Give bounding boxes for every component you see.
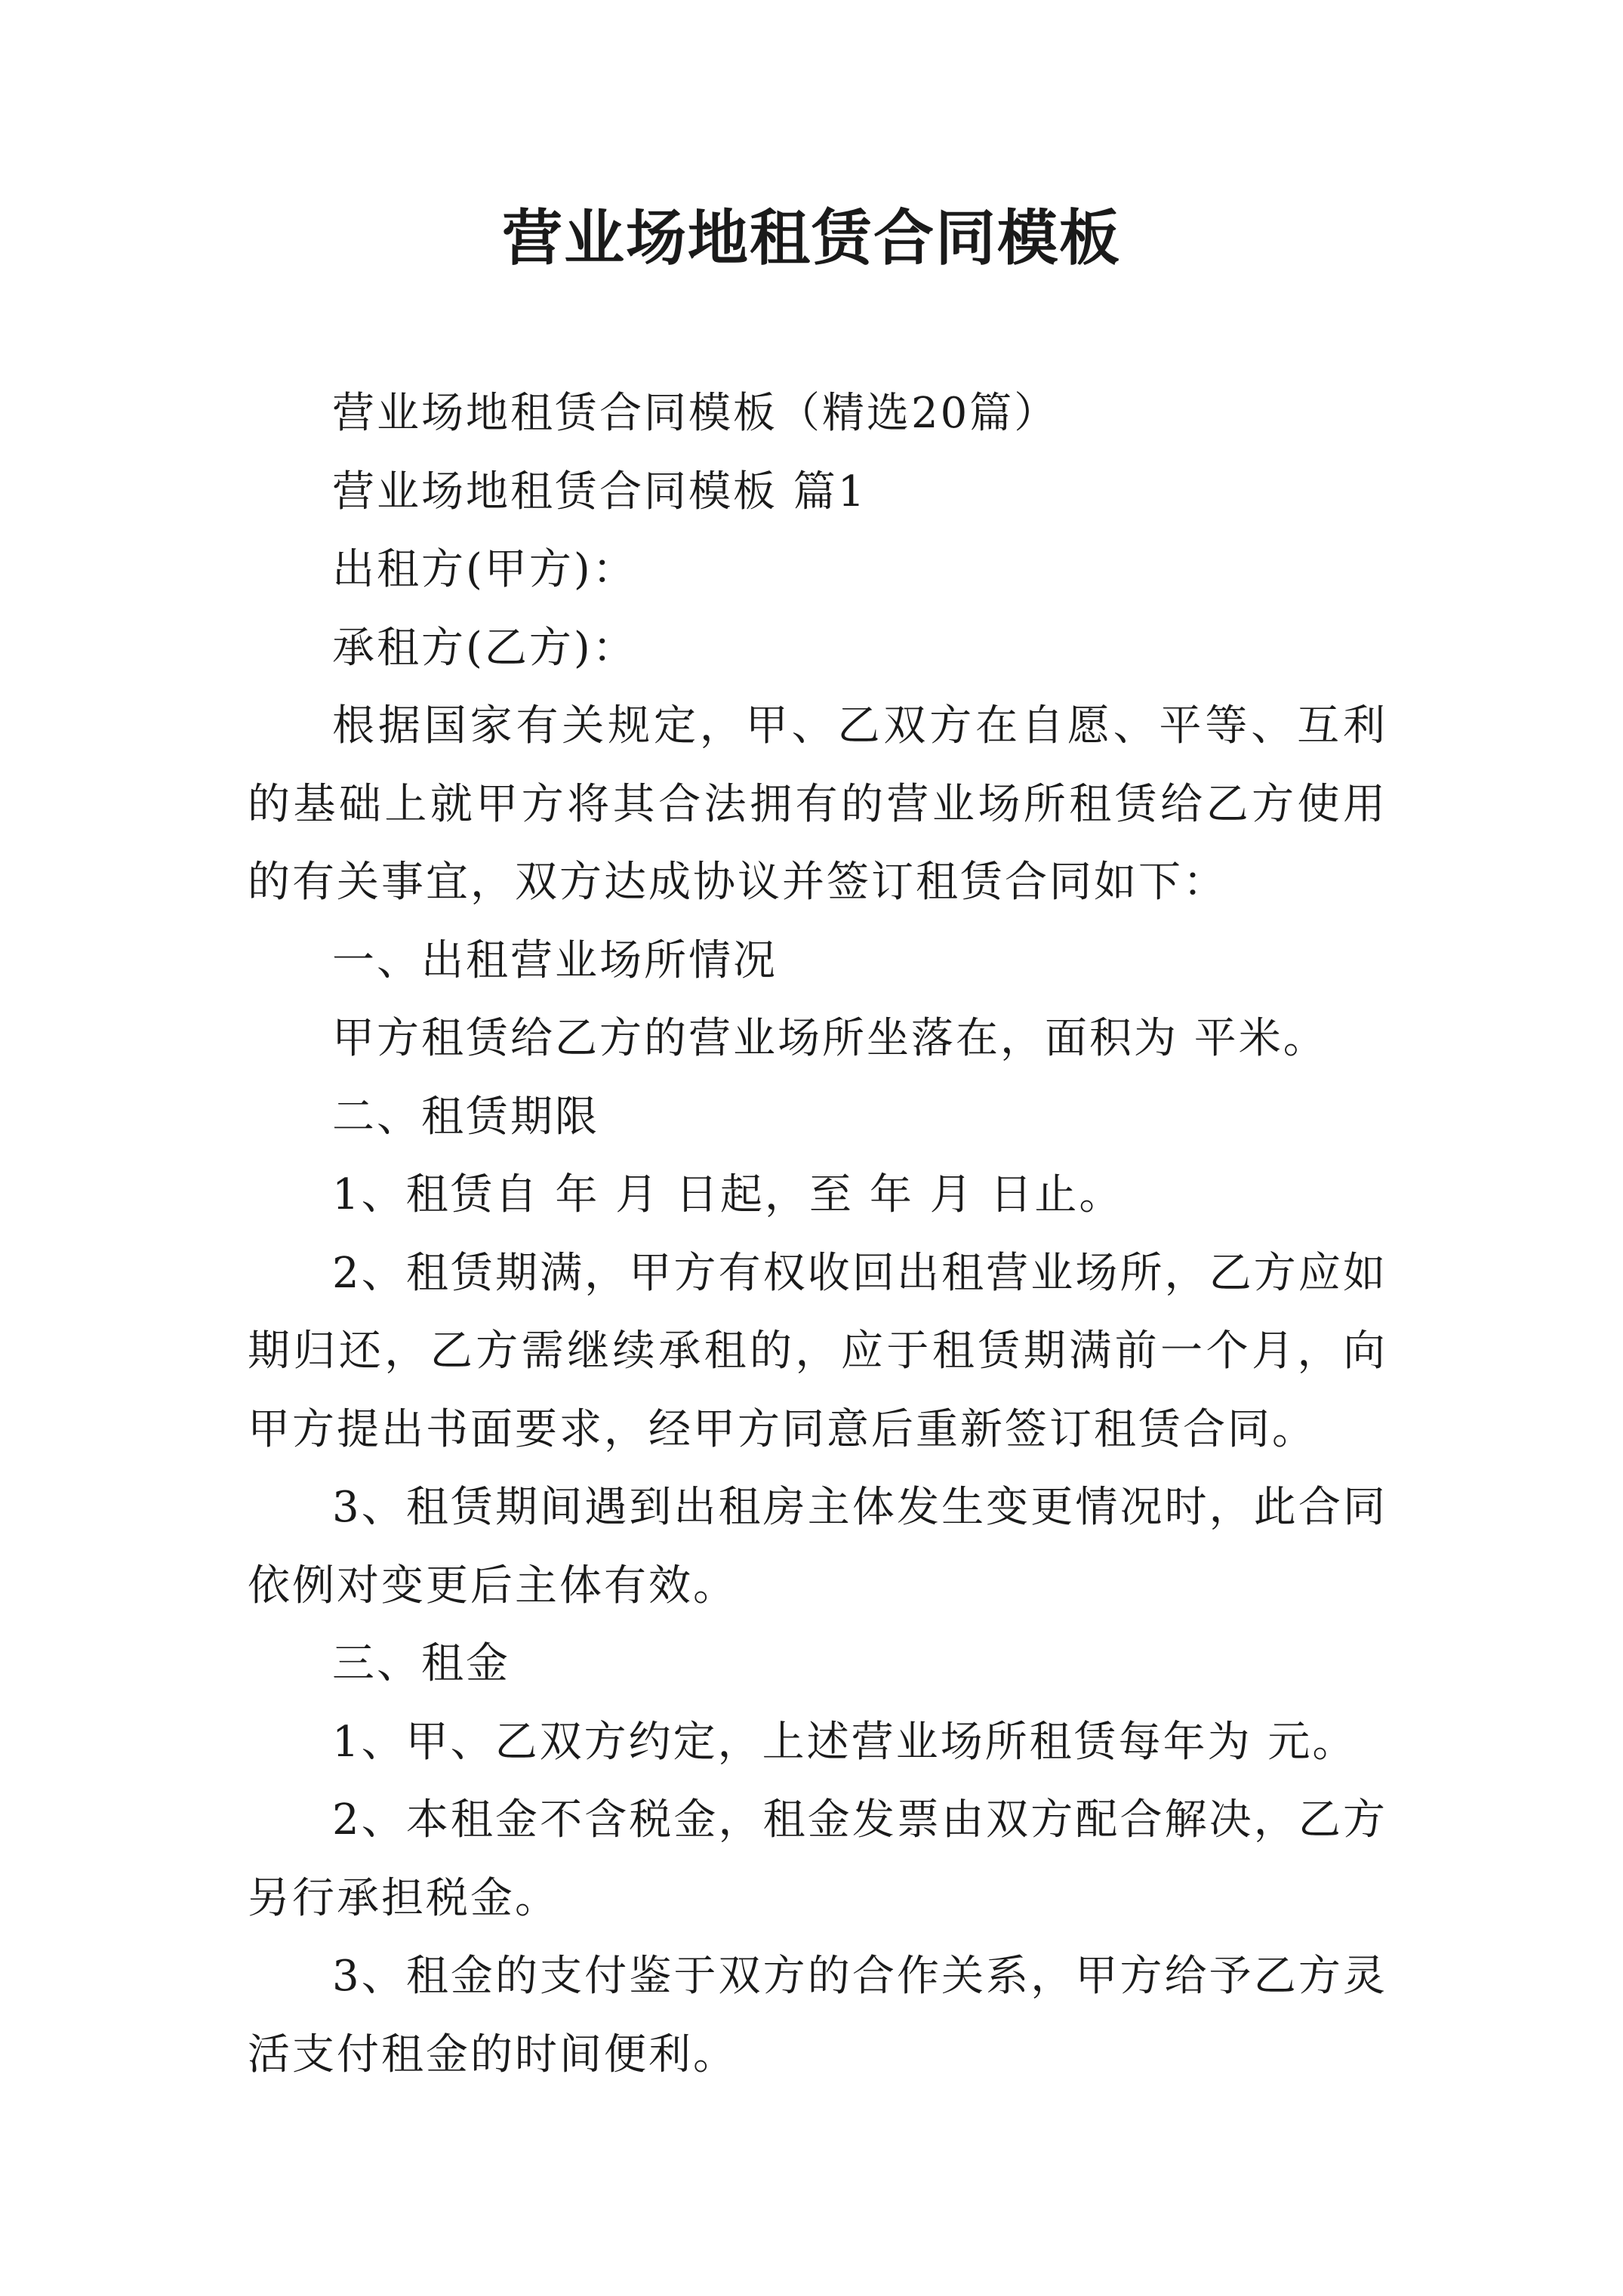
paragraph-rent-3: 3、租金的支付鉴于双方的合作关系，甲方给予乙方灵活支付租金的时间便利。: [248, 1952, 1387, 2079]
paragraph-term-2: 2、租赁期满，甲方有权收回出租营业场所，乙方应如期归还，乙方需继续承租的，应于租赁期满前一个月，向甲方提出书面要求，经甲方同意后重新签订租赁合同。: [248, 1248, 1387, 1454]
paragraph-rent-1: 1、甲、乙双方约定，上述营业场所租赁每年为 元。: [332, 1717, 1357, 1767]
paragraph-lessor: 出租方(甲方)：: [332, 545, 637, 594]
paragraph-term-1: 1、租赁自 年 月 日起，至 年 月 日止。: [332, 1170, 1124, 1219]
paragraph-term-3: 3、租赁期间遇到出租房主体发生变更情况时，此合同依例对变更后主体有效。: [248, 1483, 1387, 1610]
paragraph-heading-term: 二、租赁期限: [332, 1092, 599, 1142]
document-title: 营业场地租赁合同模板: [502, 202, 1121, 273]
paragraph-rent-2: 2、本租金不含税金，租金发票由双方配合解决，乙方另行承担税金。: [248, 1795, 1387, 1923]
paragraph-premises-location: 甲方租赁给乙方的营业场所坐落在，面积为 平米。: [332, 1014, 1328, 1063]
paragraph-heading-premises: 一、出租营业场所情况: [332, 935, 778, 985]
document-body: [248, 374, 1387, 2094]
paragraph-section-heading: 营业场地租赁合同模板 篇1: [332, 467, 867, 516]
paragraph-subtitle: 营业场地租赁合同模板（精选20篇）: [332, 389, 1059, 438]
paragraph-preamble: 根据国家有关规定，甲、乙双方在自愿、平等、互利的基础上就甲方将其合法拥有的营业场所租赁给乙方使用的有关事宜，双方达成协议并签订租赁合同如下：: [248, 701, 1387, 907]
paragraph-heading-rent: 三、租金: [332, 1639, 510, 1688]
paragraph-lessee: 承租方(乙方)：: [332, 623, 637, 673]
